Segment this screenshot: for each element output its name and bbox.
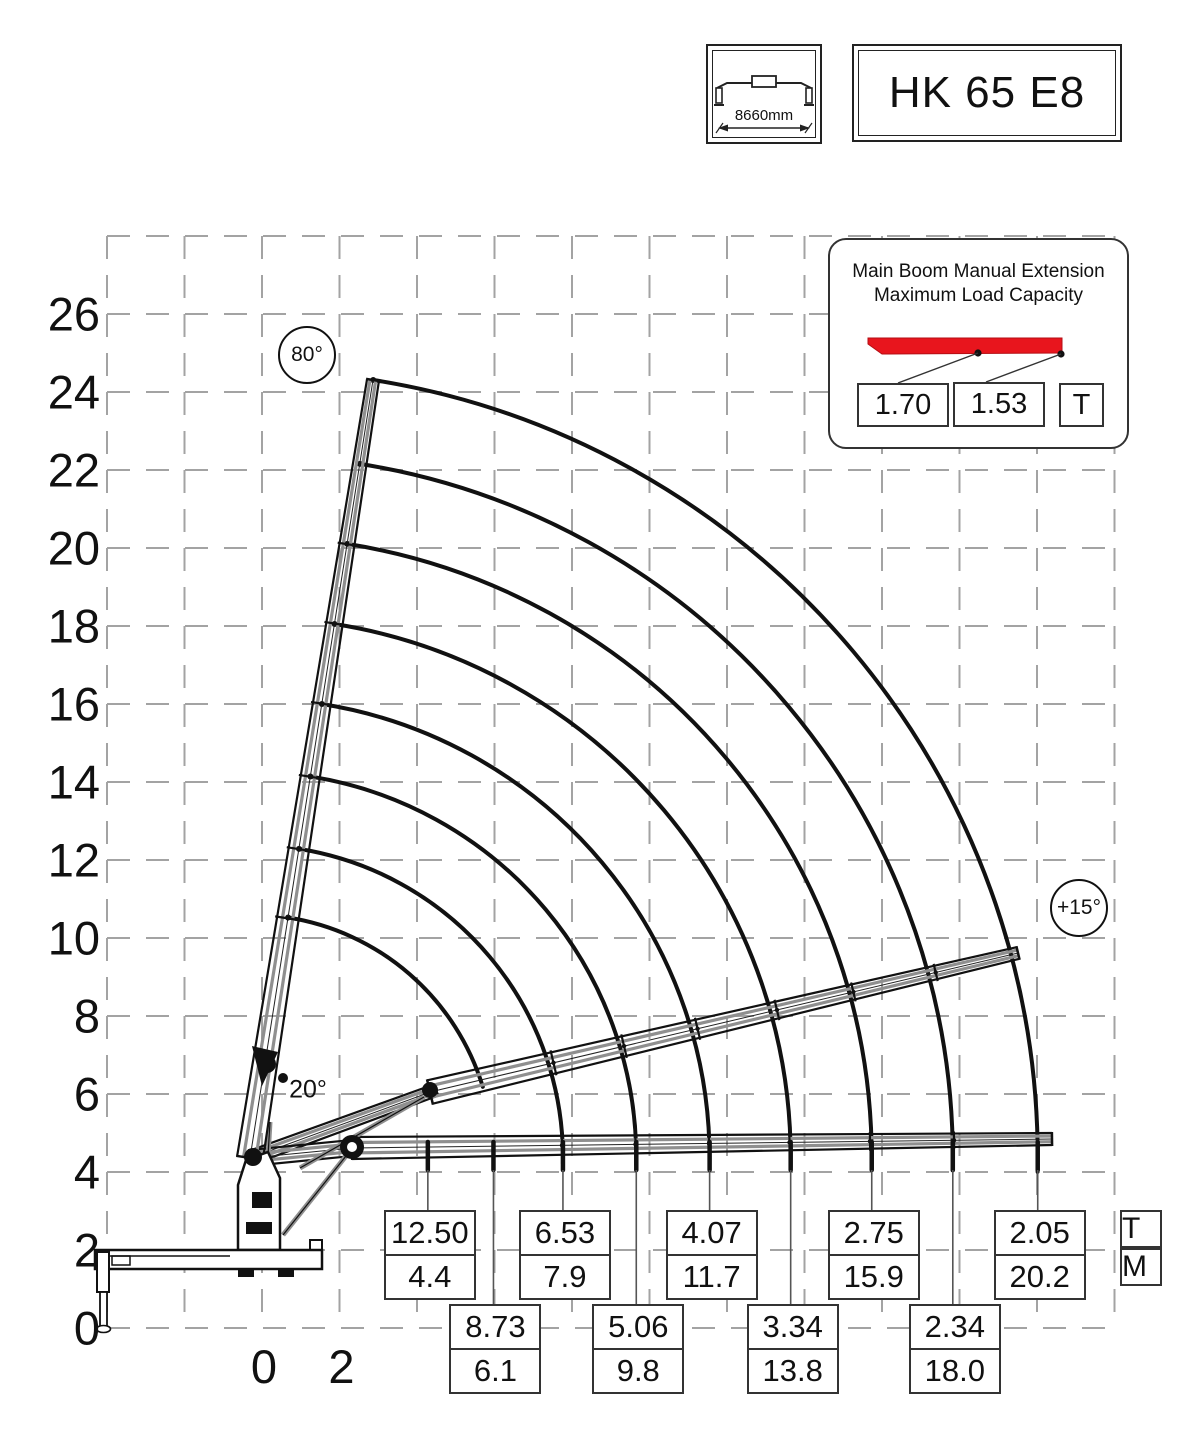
load-reach-box [666, 1210, 758, 1300]
truck-rear-view-icon [714, 52, 814, 136]
load-reach-box [519, 1210, 611, 1300]
reach-value: 11.7 [668, 1254, 756, 1298]
load-reach-box [747, 1304, 839, 1394]
load-value: 5.06 [608, 1309, 669, 1344]
y-axis-label: 0 [73, 1301, 100, 1355]
reach-value: 15.9 [830, 1254, 918, 1298]
load-value: 2.34 [924, 1309, 985, 1344]
y-axis-label: 24 [47, 365, 100, 419]
load-reach-box [828, 1210, 920, 1300]
y-axis-label: 10 [47, 911, 100, 965]
load-value: 4.07 [681, 1215, 742, 1250]
y-axis-label: 6 [73, 1067, 100, 1121]
load-value: 3.34 [762, 1309, 823, 1344]
reach-value: 4.4 [386, 1254, 474, 1298]
boom-angle-max-badge: 80° [278, 326, 336, 384]
load-reach-box [994, 1210, 1086, 1300]
reach-value: 9.8 [594, 1348, 682, 1392]
manual-extension-legend [828, 238, 1129, 449]
x-axis-label: 0 [250, 1340, 278, 1393]
outrigger-span-box [706, 44, 822, 144]
manual-extension-load-1: 1.70 [857, 383, 949, 427]
y-axis-label: 14 [47, 755, 100, 809]
y-axis-label: 2 [73, 1223, 100, 1277]
y-axis-label: 22 [47, 443, 100, 497]
y-axis-label: 8 [73, 989, 100, 1043]
model-name: HK 65 E8 [858, 50, 1116, 136]
reach-unit: M [1122, 1250, 1147, 1283]
y-axis-label: 16 [47, 677, 100, 731]
load-reach-box [384, 1210, 476, 1300]
y-axis-label: 4 [73, 1145, 100, 1199]
reach-value: 13.8 [749, 1348, 837, 1392]
boom-angle-tip-badge: +15° [1050, 879, 1108, 937]
reach-value: 18.0 [911, 1348, 999, 1392]
load-reach-box [592, 1304, 684, 1394]
y-axis-label: 12 [47, 833, 100, 887]
load-reach-box [449, 1304, 541, 1394]
y-axis-label: 20 [47, 521, 100, 575]
legend-unit-box: T [1059, 383, 1104, 427]
boom-angle-mid-label: 20° [289, 1075, 327, 1104]
y-axis-label: 18 [47, 599, 100, 653]
outrigger-span-label: 8660mm [734, 107, 794, 124]
legend-title: Main Boom Manual Extension Maximum Load Capacity [852, 261, 1105, 306]
load-value: 12.50 [391, 1215, 469, 1250]
x-axis-label: 2 [328, 1340, 355, 1393]
model-name-box [852, 44, 1122, 142]
load-value: 2.05 [1009, 1215, 1070, 1250]
load-value: 6.53 [534, 1215, 596, 1250]
manual-extension-load-2: 1.53 [953, 382, 1045, 427]
units-box [1120, 1210, 1162, 1286]
reach-value: 6.1 [451, 1348, 539, 1392]
reach-value: 7.9 [521, 1254, 609, 1298]
reach-value: 20.2 [996, 1254, 1084, 1298]
load-value: 8.73 [465, 1309, 526, 1344]
load-unit: T [1122, 1212, 1141, 1245]
load-value: 2.75 [843, 1215, 904, 1250]
y-axis-label: 26 [47, 287, 100, 341]
load-reach-box [909, 1304, 1001, 1394]
